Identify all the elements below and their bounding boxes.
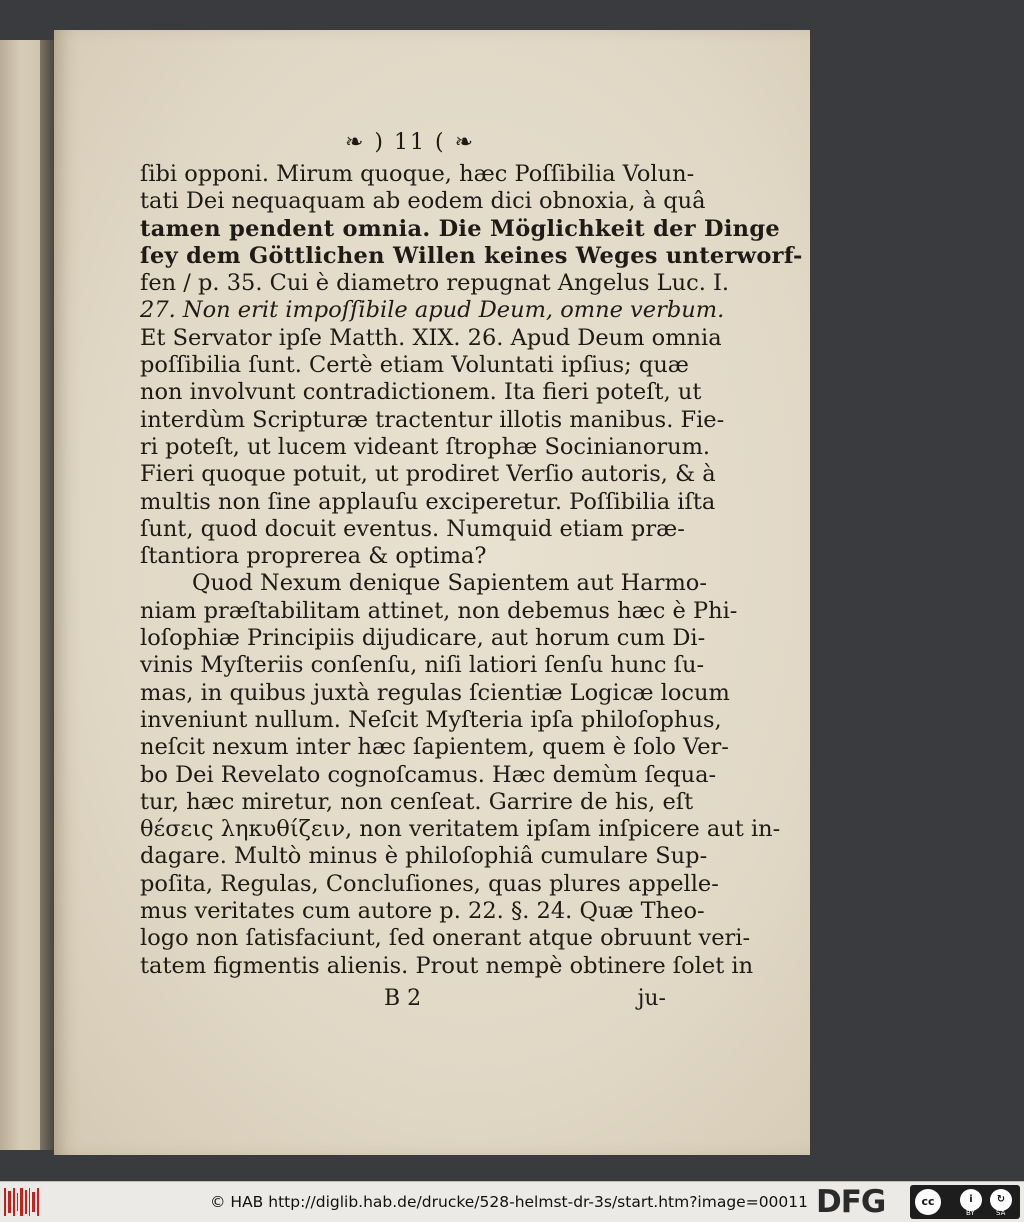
text-line: tur, hæc miretur, non cenſeat. Garrire de his, eſt <box>140 788 694 815</box>
cc-icon: cc <box>915 1189 941 1215</box>
text-line: ſey dem Göttlichen Willen keines Weges unterworf- <box>140 242 803 269</box>
running-header: ❧ ) 11 ( ❧ <box>345 130 475 155</box>
text-line: Et Servator ipſe Matth. XIX. 26. Apud Deum omnia <box>140 324 722 351</box>
book-gutter <box>40 40 54 1150</box>
text-body <box>140 161 803 980</box>
license-sa-label: SA <box>996 1209 1006 1217</box>
text-line: ſibi opponi. Mirum quoque, hæc Poſſibilia Volun- <box>140 161 695 187</box>
text-line: inveniunt nullum. Neſcit Myſteria ipſa philoſophus, <box>140 706 722 733</box>
cc-license-badge[interactable] <box>910 1185 1020 1219</box>
text-line: Quod Nexum denique Sapientem aut Harmo- <box>192 570 707 597</box>
attribution-icon: i <box>960 1189 982 1211</box>
text-line: 27. Non erit impoſſibile apud Deum, omne verbum. <box>140 297 725 324</box>
text-line: ri poteſt, ut lucem videant ſtrophæ Socinianorum. <box>140 433 711 460</box>
hab-barcode-logo <box>4 1188 42 1216</box>
page-footer <box>140 984 680 1014</box>
viewer-footer-bar <box>0 1181 1024 1222</box>
text-line: interdùm Scripturæ tractentur illotis manibus. Fie- <box>140 406 725 433</box>
license-by-label: BY <box>966 1209 975 1217</box>
text-line: θέσεις ληκυθίζειν, non veritatem ipſam inſpicere aut in- <box>140 816 781 843</box>
text-line: mus veritates cum autore p. 22. §. 24. Quæ Theo- <box>140 898 705 925</box>
text-line: niam præſtabilitam attinet, non debemus hæc è Phi- <box>140 597 738 624</box>
dfg-logo: DFG <box>816 1184 886 1220</box>
text-line: ſtantiora proprerea & optima? <box>140 543 487 570</box>
catchword: ju- <box>637 985 666 1011</box>
text-line: loſophiæ Principiis dijudicare, aut horum cum Di- <box>140 625 706 652</box>
text-line: tatem figmentis alienis. Prout nempè obtinere ſolet in <box>140 952 754 979</box>
text-line: mas, in quibus juxtà regulas ſcientiæ Logicæ locum <box>140 679 730 706</box>
text-line: multis non ſine applauſu exciperetur. Poſſibilia iſta <box>140 488 716 515</box>
text-line: logo non ſatisfaciunt, ſed onerant atque obruunt veri- <box>140 925 751 952</box>
text-line: ſunt, quod docuit eventus. Numquid etiam præ- <box>140 515 685 542</box>
text-line: neſcit nexum inter hæc ſapientem, quem è ſolo Ver- <box>140 734 729 761</box>
text-line: poſita, Regulas, Concluſiones, quas plures appelle- <box>140 870 719 897</box>
text-line: vinis Myſteriis conſenſu, niſi latiori ſenſu hunc ſu- <box>140 652 705 679</box>
share-alike-icon: ↻ <box>990 1189 1012 1211</box>
text-line: tamen pendent omnia. Die Möglichkeit der Dinge <box>140 215 780 242</box>
page-text <box>140 130 803 1014</box>
text-line: bo Dei Revelato cognoſcamus. Hæc demùm ſequa- <box>140 761 717 788</box>
signature-mark: B 2 <box>384 985 422 1011</box>
book-page <box>54 30 810 1155</box>
text-line: tati Dei nequaquam ab eodem dici obnoxia, à quâ <box>140 188 706 215</box>
source-link[interactable]: © HAB http://diglib.hab.de/drucke/528-helmst-dr-3s/start.htm?image=00011 <box>210 1193 809 1211</box>
text-line: dagare. Multò minus è philoſophiâ cumulare Sup- <box>140 843 708 870</box>
text-line: Fieri quoque potuit, ut prodiret Verſio autoris, & à <box>140 461 716 488</box>
text-line: poſſibilia ſunt. Certè etiam Voluntati ipſius; quæ <box>140 352 689 379</box>
text-line: fen / p. 35. Cui è diametro repugnat Angelus Luc. I. <box>140 270 730 297</box>
text-line: non involvunt contradictionem. Ita fieri poteſt, ut <box>140 379 702 406</box>
